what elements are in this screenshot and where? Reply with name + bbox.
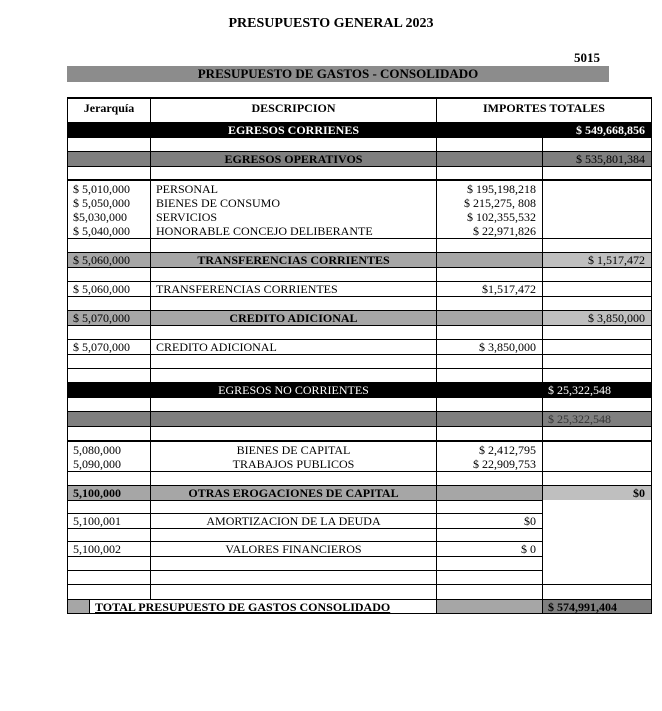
table-row <box>67 513 652 528</box>
list-item-amount: $ 22,971,826 <box>473 224 536 238</box>
otras-label: OTRAS EROGACIONES DE CAPITAL <box>188 486 399 500</box>
list-item-desc: HONORABLE CONCEJO DELIBERANTE <box>156 224 373 238</box>
otras-erogaciones-row <box>67 485 652 500</box>
transferencias-row <box>67 252 652 267</box>
list-item-code: $ 5,040,000 <box>73 224 130 238</box>
table-row <box>67 281 652 296</box>
list-item-desc: BIENES DE CAPITAL <box>236 443 351 457</box>
list-item-amount: $ 22,909,753 <box>473 457 536 471</box>
list-item-amount: $ 2,412,795 <box>479 443 536 457</box>
list-item-desc: SERVICIOS <box>156 210 218 224</box>
otras-item-code: 5,100,001 <box>73 514 121 528</box>
egresos-no-corrientes-label: EGRESOS NO CORRIENTES <box>218 383 369 397</box>
section-title-band: PRESUPUESTO DE GASTOS - CONSOLIDADO <box>67 66 609 82</box>
table-row <box>67 339 652 354</box>
credito-row <box>67 310 652 325</box>
list-item-amount: $ 215,275, 808 <box>464 196 536 210</box>
list-item-code: $5,030,000 <box>73 210 127 224</box>
transferencias-code: $ 5,060,000 <box>73 253 130 267</box>
capital-items <box>67 440 652 471</box>
table-row <box>67 541 652 556</box>
egresos-operativos-total: $ 535,801,384 <box>576 152 645 166</box>
otras-code: 5,100,000 <box>73 486 121 500</box>
egresos-no-corrientes-subtotal-row <box>67 411 652 426</box>
egresos-corrientes-total: $ 549,668,856 <box>576 123 645 137</box>
list-item-code: 5,090,000 <box>73 457 121 471</box>
document-title: PRESUPUESTO GENERAL 2023 <box>228 16 434 31</box>
list-item-code: 5,080,000 <box>73 443 121 457</box>
credito-label: CREDITO ADICIONAL <box>229 311 358 325</box>
list-item-code: $ 5,010,000 <box>73 182 130 196</box>
transferencias-total: $ 1,517,472 <box>588 253 645 267</box>
header-jerarquia: Jerarquía <box>83 101 135 115</box>
egresos-corrientes-row <box>67 122 652 137</box>
grand-total-row <box>67 599 652 614</box>
egresos-no-corrientes-total: $ 25,322,548 <box>548 383 611 397</box>
otras-item-code: 5,100,002 <box>73 542 121 556</box>
operativos-items <box>67 179 652 238</box>
egresos-no-corrientes-row <box>67 382 652 397</box>
otras-item-desc: VALORES FINANCIEROS <box>225 542 362 556</box>
egresos-corrientes-label: EGRESOS CORRIENES <box>227 123 360 137</box>
budget-table <box>67 97 652 614</box>
egresos-no-corrientes-subtotal: $ 25,322,548 <box>548 412 611 426</box>
header-descripcion: DESCRIPCION <box>251 101 336 115</box>
table-header-row <box>67 97 652 122</box>
list-item-desc: PERSONAL <box>156 182 219 196</box>
list-item-amount: $ 195,198,218 <box>467 182 536 196</box>
otras-total: $0 <box>633 486 645 500</box>
otras-item-amount: $0 <box>524 514 536 528</box>
grand-total-label: TOTAL PRESUPUESTO DE GASTOS CONSOLIDADO <box>95 600 391 614</box>
header-importes: IMPORTES TOTALES <box>483 101 605 115</box>
list-item-amount: $ 102,355,532 <box>467 210 536 224</box>
otras-item-desc: AMORTIZACION DE LA DEUDA <box>206 514 381 528</box>
transferencias-item-code: $ 5,060,000 <box>73 282 130 296</box>
egresos-operativos-label: EGRESOS OPERATIVOS <box>224 152 363 166</box>
credito-item-code: $ 5,070,000 <box>73 340 130 354</box>
credito-item-desc: CREDITO ADICIONAL <box>156 340 277 354</box>
transferencias-item-amount: $1,517,472 <box>482 282 536 296</box>
credito-total: $ 3,850,000 <box>588 311 645 325</box>
document-code: 5015 <box>574 50 600 65</box>
otras-item-amount: $ 0 <box>521 542 536 556</box>
egresos-operativos-row <box>67 151 652 166</box>
credito-code: $ 5,070,000 <box>73 311 130 325</box>
list-item-desc: BIENES DE CONSUMO <box>156 196 281 210</box>
list-item-code: $ 5,050,000 <box>73 196 130 210</box>
transferencias-item-desc: TRANSFERENCIAS CORRIENTES <box>156 282 338 296</box>
grand-total-amount: $ 574,991,404 <box>548 600 617 614</box>
list-item-desc: TRABAJOS PUBLICOS <box>232 457 355 471</box>
transferencias-label: TRANSFERENCIAS CORRIENTES <box>197 253 390 267</box>
credito-item-amount: $ 3,850,000 <box>479 340 536 354</box>
